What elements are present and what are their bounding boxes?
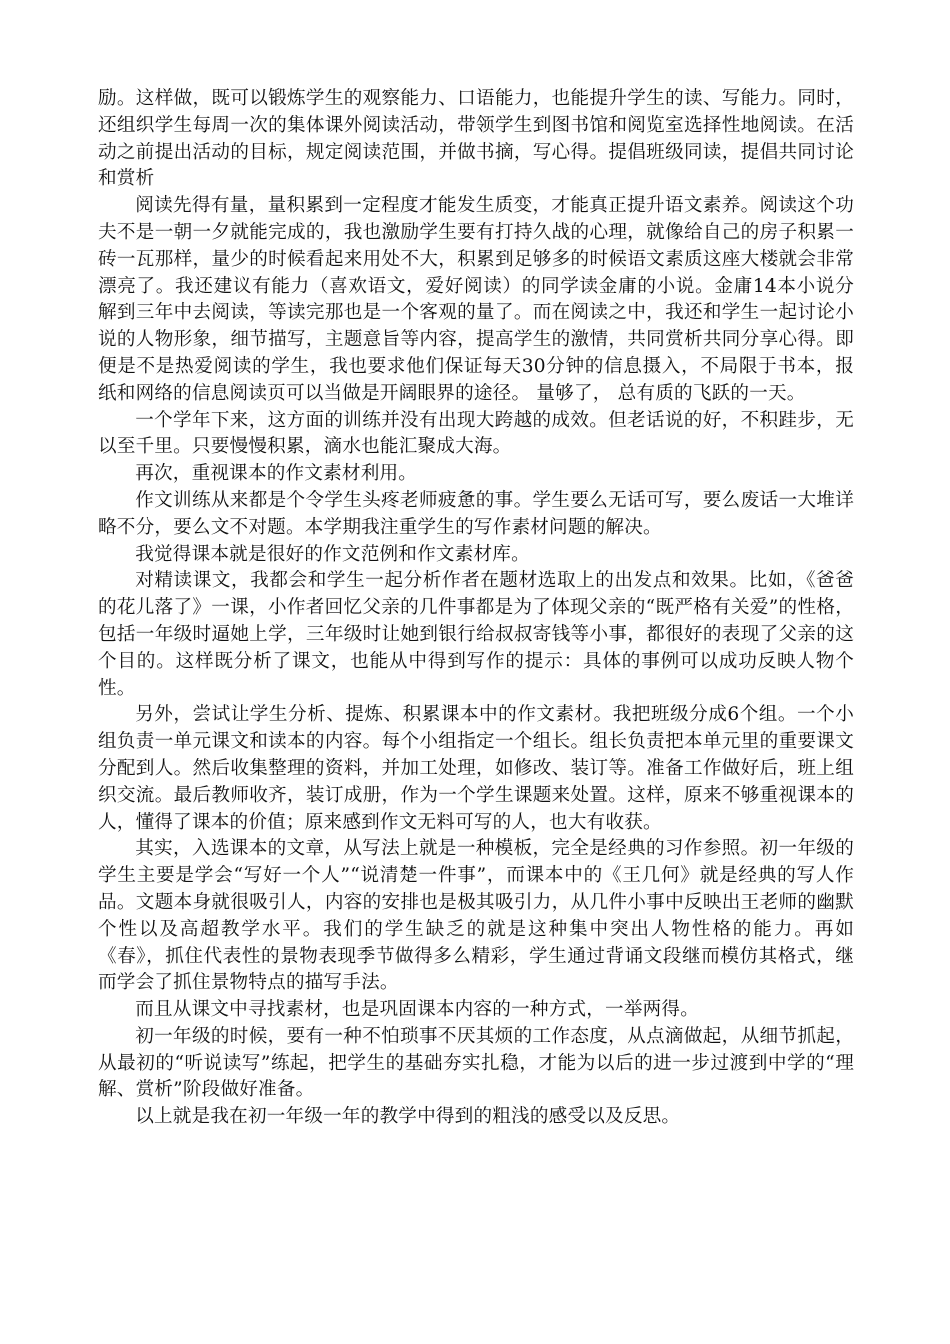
paragraph-continuation: 励。这样做，既可以锻炼学生的观察能力、口语能力，也能提升学生的读、写能力。同时，还组织学生每周一次的集体课外阅读活动，带领学生到图书馆和阅览室选择性地阅读。在活动之前提出活动的目标，规定阅读范围，并做书摘，写心得。提倡班级同读，提倡共同讨论和赏析 bbox=[98, 88, 854, 190]
document-body bbox=[98, 86, 854, 1131]
paragraph-intensive-reading: 对精读课文，我都会和学生一起分析作者在题材选取上的出发点和效果。比如，《爸爸的花儿落了》一课，小作者回忆父亲的几件事都是为了体现父亲的“既严格有关爱”的性格，包括一年级时逼她上学，三年级时让她到银行给叔叔寄钱等小事，都很好的表现了父亲的这个目的。这样既分析了课文，也能从中得到写作的提示：具体的事例可以成功反映人物个性。 bbox=[98, 570, 854, 699]
paragraph-writing-training: 作文训练从来都是个令学生头疼老师疲惫的事。学生要么无话可写，要么废话一大堆详略不分，要么文不对题。本学期我注重学生的写作素材问题的解决。 bbox=[98, 489, 854, 538]
paragraph-model-texts: 其实，入选课本的文章，从写法上就是一种模板，完全是经典的习作参照。初一年级的学生主要是学会“写好一个人”“说清楚一件事”，而课本中的《王几何》就是经典的写人作品。文题本身就很吸引人，内容的安排也是极其吸引力，从几件小事中反映出王老师的幽默个性以及高超教学水平。我们的学生缺乏的就是这种集中突出人物性格的能力。再如《春》，抓住代表性的景物表现季节做得多么精彩，学生通过背诵文段继而模仿其格式，继而学会了抓住景物特点的描写手法。 bbox=[98, 838, 854, 994]
paragraph-year-result: 一个学年下来，这方面的训练并没有出现大跨越的成效。但老话说的好，不积跬步，无以至千里。只要慢慢积累，滴水也能汇聚成大海。 bbox=[98, 409, 854, 458]
paragraph-grade-one-attitude: 初一年级的时候，要有一种不怕琐事不厌其烦的工作态度，从点滴做起，从细节抓起，从最初的“听说读写”练起，把学生的基础夯实扎稳，才能为以后的进一步过渡到中学的“理解、赏析”阶段做好准备。 bbox=[98, 1025, 854, 1101]
paragraph-section-heading: 再次，重视课本的作文素材利用。 bbox=[135, 463, 418, 485]
paragraph-reading-quantity: 阅读先得有量，量积累到一定程度才能发生质变，才能真正提升语文素养。阅读这个功夫不是一朝一夕就能完成的，我也激励学生要有打持久战的心理，就像给自己的房子积累一砖一瓦那样，量少的时候看起来用处不大，积累到足够多的时候语文素质这座大楼就会非常漂亮了。我还建议有能力（喜欢语文，爱好阅读）的同学读金庸的小说。金庸14本小说分解到三年中去阅读，等读完那也是一个客观的量了。而在阅读之中，我还和学生一起讨论小说的人物形象，细节描写，主题意旨等内容，提高学生的激情，共同赏析共同分享心得。即便是不是热爱阅读的学生，我也要求他们保证每天30分钟的信息摄入，不局限于书本，报纸和网络的信息阅读页可以当做是开阔眼界的途径。 量够了， 总有质的飞跃的一天。 bbox=[98, 195, 854, 404]
paragraph-group-work: 另外，尝试让学生分析、提炼、积累课本中的作文素材。我把班级分成6个组。一个小组负责一单元课文和读本的内容。每个小组指定一个组长。组长负责把本单元里的重要课文分配到人。然后收集整理的资料，并加工处理，如修改、装订等。准备工作做好后，班上组织交流。最后教师收齐，装订成册，作为一个学生课题来处置。这样，原来不够重视课本的人，懂得了课本的价值；原来感到作文无料可写的人，也大有收获。 bbox=[98, 704, 854, 833]
paragraph-conclusion: 以上就是我在初一年级一年的教学中得到的粗浅的感受以及反思。 bbox=[135, 1106, 681, 1128]
paragraph-consolidation: 而且从课文中寻找素材，也是巩固课本内容的一种方式，一举两得。 bbox=[135, 999, 700, 1021]
paragraph-textbook-library: 我觉得课本就是很好的作文范例和作文素材库。 bbox=[135, 543, 530, 565]
